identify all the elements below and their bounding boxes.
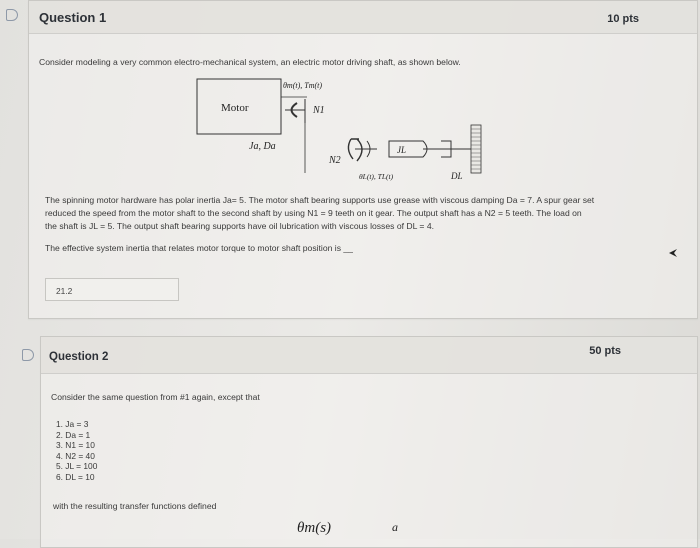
dl-label: DL <box>451 171 463 181</box>
flag-question-icon[interactable] <box>22 349 34 361</box>
theta-m-label: θm(t), Tm(t) <box>283 81 323 90</box>
question-1-answer-input[interactable]: 21.2 <box>45 278 179 301</box>
motor-shaft-diagram <box>189 77 509 187</box>
question-1-title: Question 1 <box>39 10 107 25</box>
gear-n2-shape <box>348 139 362 161</box>
jl-label: JL <box>397 145 406 155</box>
ja-da-label: Ja, Da <box>249 141 276 152</box>
list-item: 5. JL = 100 <box>56 461 98 472</box>
n2-label: N2 <box>329 155 341 166</box>
transfer-function-right: a <box>392 520 398 534</box>
question-1-body-line-1: The spinning motor hardware has polar inertia Ja= 5. The motor shaft bearing supports use grease with viscous damping Da = 7. A spur gear set <box>45 195 595 205</box>
question-2-conditions-list <box>56 419 97 483</box>
question-2-card <box>40 336 698 548</box>
n1-label: N1 <box>313 105 325 116</box>
question-1-body-line-3: the shaft is JL = 5. The output shaft bearing supports have oil lubrication with viscous losses of DL = 4. <box>45 221 435 231</box>
question-1-body-line-2: reduced the speed from the motor shaft to the second shaft by using N1 = 9 teeth on it gear. The output shaft has a N2 = 5 teeth. The load on <box>45 208 582 218</box>
mouse-cursor-icon <box>669 249 677 257</box>
question-1-points: 10 pts <box>607 13 639 25</box>
transfer-function-numerator: θm(s) <box>297 520 332 536</box>
list-item: 4. N2 = 40 <box>56 450 95 461</box>
question-2-title: Question 2 <box>49 351 109 363</box>
question-1-card <box>28 0 698 319</box>
flag-question-icon[interactable] <box>6 9 18 21</box>
question-2-points: 50 pts <box>589 345 621 357</box>
list-item: 6. DL = 10 <box>56 471 95 482</box>
list-item: 3. N1 = 10 <box>56 440 95 451</box>
question-1-intro: Consider modeling a very common electro-mechanical system, an electric motor driving shaft, as shown below. <box>39 57 461 67</box>
question-1-header <box>29 1 697 34</box>
theta-l-label: θL(t), TL(t) <box>359 172 394 181</box>
question-2-outro: with the resulting transfer functions defined <box>53 501 217 511</box>
list-item: 2. Da = 1 <box>56 429 91 440</box>
list-item: 1. Ja = 3 <box>56 419 89 429</box>
inertia-jl-shape <box>355 141 427 157</box>
motor-label: Motor <box>221 102 249 114</box>
question-1-prompt: The effective system inertia that relates motor torque to motor shaft position is __ <box>45 243 353 253</box>
question-2-intro: Consider the same question from #1 again, except that <box>51 392 260 402</box>
